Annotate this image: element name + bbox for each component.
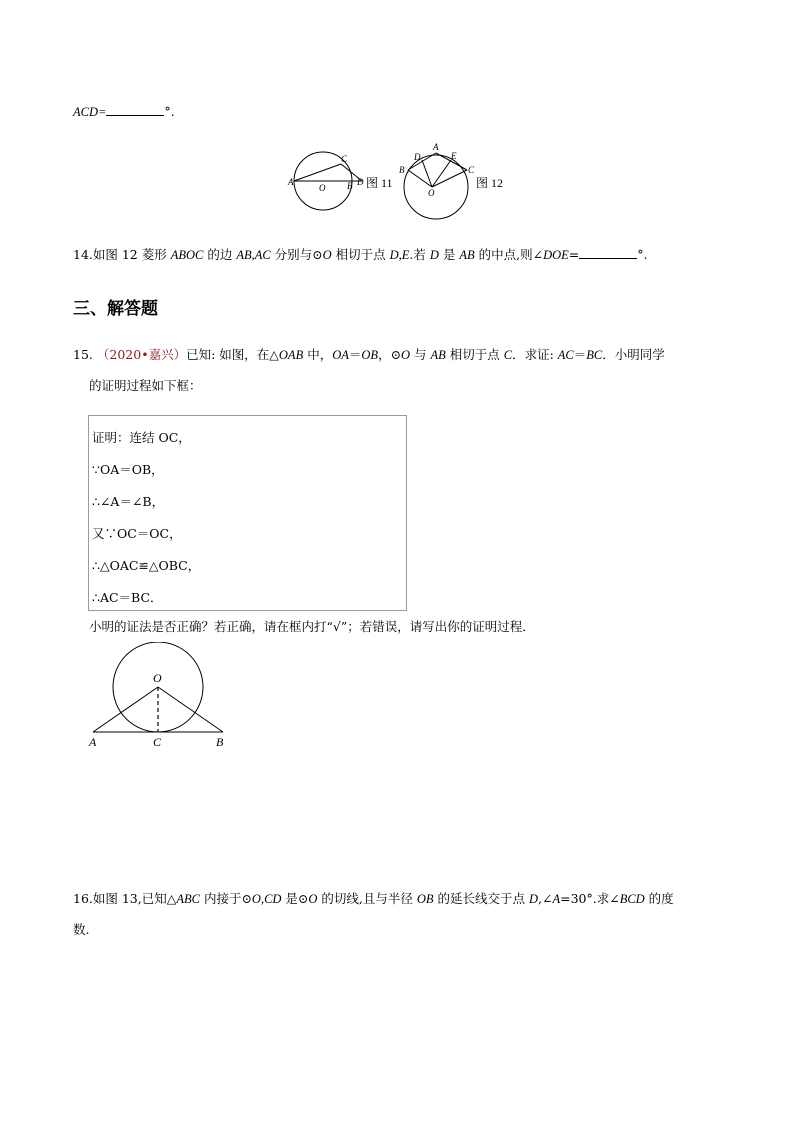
- proof-line: ∴△OAC≌△OBC，: [92, 558, 201, 573]
- fig12-label-c: C: [468, 165, 475, 175]
- q15-text: ＝: [348, 347, 362, 362]
- fig12-label-d: D: [414, 152, 421, 162]
- fig12-label-e: E: [451, 151, 457, 161]
- question-16-line-2: 数.: [73, 922, 90, 937]
- q15-label-o: O: [153, 671, 162, 685]
- q15-text: 中，: [303, 347, 333, 362]
- proof-box: [88, 415, 407, 611]
- fig12-circle: [404, 155, 468, 219]
- q14-text: 分别与⊙: [270, 247, 323, 262]
- q16-var: ABC: [176, 892, 200, 906]
- q14-var: DOE: [543, 248, 569, 262]
- fig11-line-ac: [294, 164, 341, 181]
- q14-var: D: [429, 248, 439, 262]
- q15-var: C: [503, 348, 513, 362]
- q15-var: BC: [586, 348, 603, 362]
- fig11-label-c: C: [341, 154, 348, 164]
- answer-blank: [106, 104, 164, 116]
- q16-text: 的延长线交于点: [433, 891, 529, 906]
- q14-text: 的中点,则∠: [474, 247, 544, 262]
- fig12-radius-oe: [432, 160, 451, 187]
- proof-line: ∵OA＝OB，: [92, 462, 164, 477]
- q15-source: 2020•嘉兴: [109, 347, 174, 362]
- q15-label-a: A: [89, 735, 97, 749]
- question-15-prompt: 小明的证法是否正确？若正确，请在框内打“√”；若错误，请写出你的证明过程．: [89, 619, 535, 634]
- q15-line-oa: [93, 687, 158, 732]
- q15-var: AB: [430, 348, 446, 362]
- q14-var: ABOC: [170, 248, 204, 262]
- q14-text: °.: [637, 247, 648, 262]
- fig12-label-o: O: [428, 188, 435, 198]
- q16-text: 内接于⊙: [199, 891, 252, 906]
- q14-text: 的边: [203, 247, 237, 262]
- fig11-label-b: B: [347, 181, 353, 191]
- q14-text: .若: [409, 247, 430, 262]
- q15-text: ．小明同学: [602, 347, 665, 362]
- q15-source-bracket: （: [96, 347, 110, 362]
- q15-text: ，⊙: [378, 347, 402, 362]
- fig12-caption: 图 12: [476, 176, 504, 190]
- q15-text: ＝: [573, 347, 587, 362]
- q16-text: 的切线,且与半径: [317, 891, 417, 906]
- q14-var: D,E: [389, 248, 410, 262]
- fig12-label-b: B: [399, 165, 405, 175]
- proof-line: 又∵OC＝OC，: [92, 526, 182, 541]
- q15-var: O: [401, 348, 411, 362]
- q16-text: 16.如图 13,已知△: [73, 891, 177, 906]
- q15-text: 相切于点: [445, 347, 504, 362]
- figures-11-12: [280, 140, 520, 228]
- q15-line-ob: [158, 687, 223, 732]
- q15-number: 15.: [73, 347, 93, 362]
- q16-text: ,∠: [538, 891, 553, 906]
- q13-suffix: °.: [164, 104, 175, 119]
- q16-text: 是⊙: [281, 891, 309, 906]
- q14-text: 是: [438, 247, 460, 262]
- q15-var: AC: [557, 348, 574, 362]
- question-14: [73, 246, 647, 264]
- q14-var: AB: [459, 248, 475, 262]
- fig11-label-a: A: [288, 177, 294, 187]
- q15-source-bracket: ）: [173, 347, 187, 362]
- section-heading: 三、解答题: [73, 299, 158, 319]
- q15-label-b: B: [216, 735, 224, 749]
- q14-text: 相切于点: [331, 247, 390, 262]
- fig11-label-o: O: [319, 183, 326, 193]
- answer-blank: [579, 247, 637, 259]
- q15-label-c: C: [153, 735, 162, 749]
- q16-var: O: [308, 892, 318, 906]
- q14-text: =: [568, 247, 580, 262]
- q16-var: D: [528, 892, 539, 906]
- q16-var: A: [552, 892, 561, 906]
- q15-text: 与: [410, 347, 431, 362]
- fig12-side-ba: [408, 153, 436, 170]
- fig12-side-co: [432, 170, 467, 187]
- q15-var: OB: [361, 348, 379, 362]
- q14-var: AB,AC: [236, 248, 271, 262]
- q14-text: 14.如图 12 菱形: [73, 247, 171, 262]
- question-15-line-1: [73, 346, 665, 364]
- q13-prefix: ACD=: [73, 105, 107, 119]
- q13-tail: [73, 103, 175, 121]
- fig11-label-d: D: [357, 177, 364, 187]
- q16-text: 的度: [644, 891, 674, 906]
- proof-line: 证明：连结 OC，: [92, 430, 191, 445]
- proof-line: ∴∠A＝∠B，: [92, 494, 165, 509]
- figure-12: [399, 142, 503, 219]
- fig11-caption: 图 11: [366, 176, 393, 190]
- q15-figure: [86, 642, 236, 752]
- q15-var: OAB: [278, 348, 304, 362]
- question-15-line-2: 的证明过程如下框：: [89, 378, 202, 393]
- q16-var: OB: [416, 892, 434, 906]
- q16-text: =30°.求∠: [560, 891, 620, 906]
- q14-var: O: [322, 248, 332, 262]
- q15-var: OA: [332, 348, 349, 362]
- fig12-label-a: A: [433, 142, 439, 152]
- figure-11: [287, 152, 393, 210]
- proof-line: ∴AC＝BC．: [92, 590, 163, 605]
- q15-text: ．求证:: [512, 347, 558, 362]
- q16-var: BCD: [619, 892, 645, 906]
- q16-var: O,CD: [251, 892, 282, 906]
- question-16-line-1: [73, 890, 674, 908]
- q15-text: 已知: 如图，在△: [186, 347, 279, 362]
